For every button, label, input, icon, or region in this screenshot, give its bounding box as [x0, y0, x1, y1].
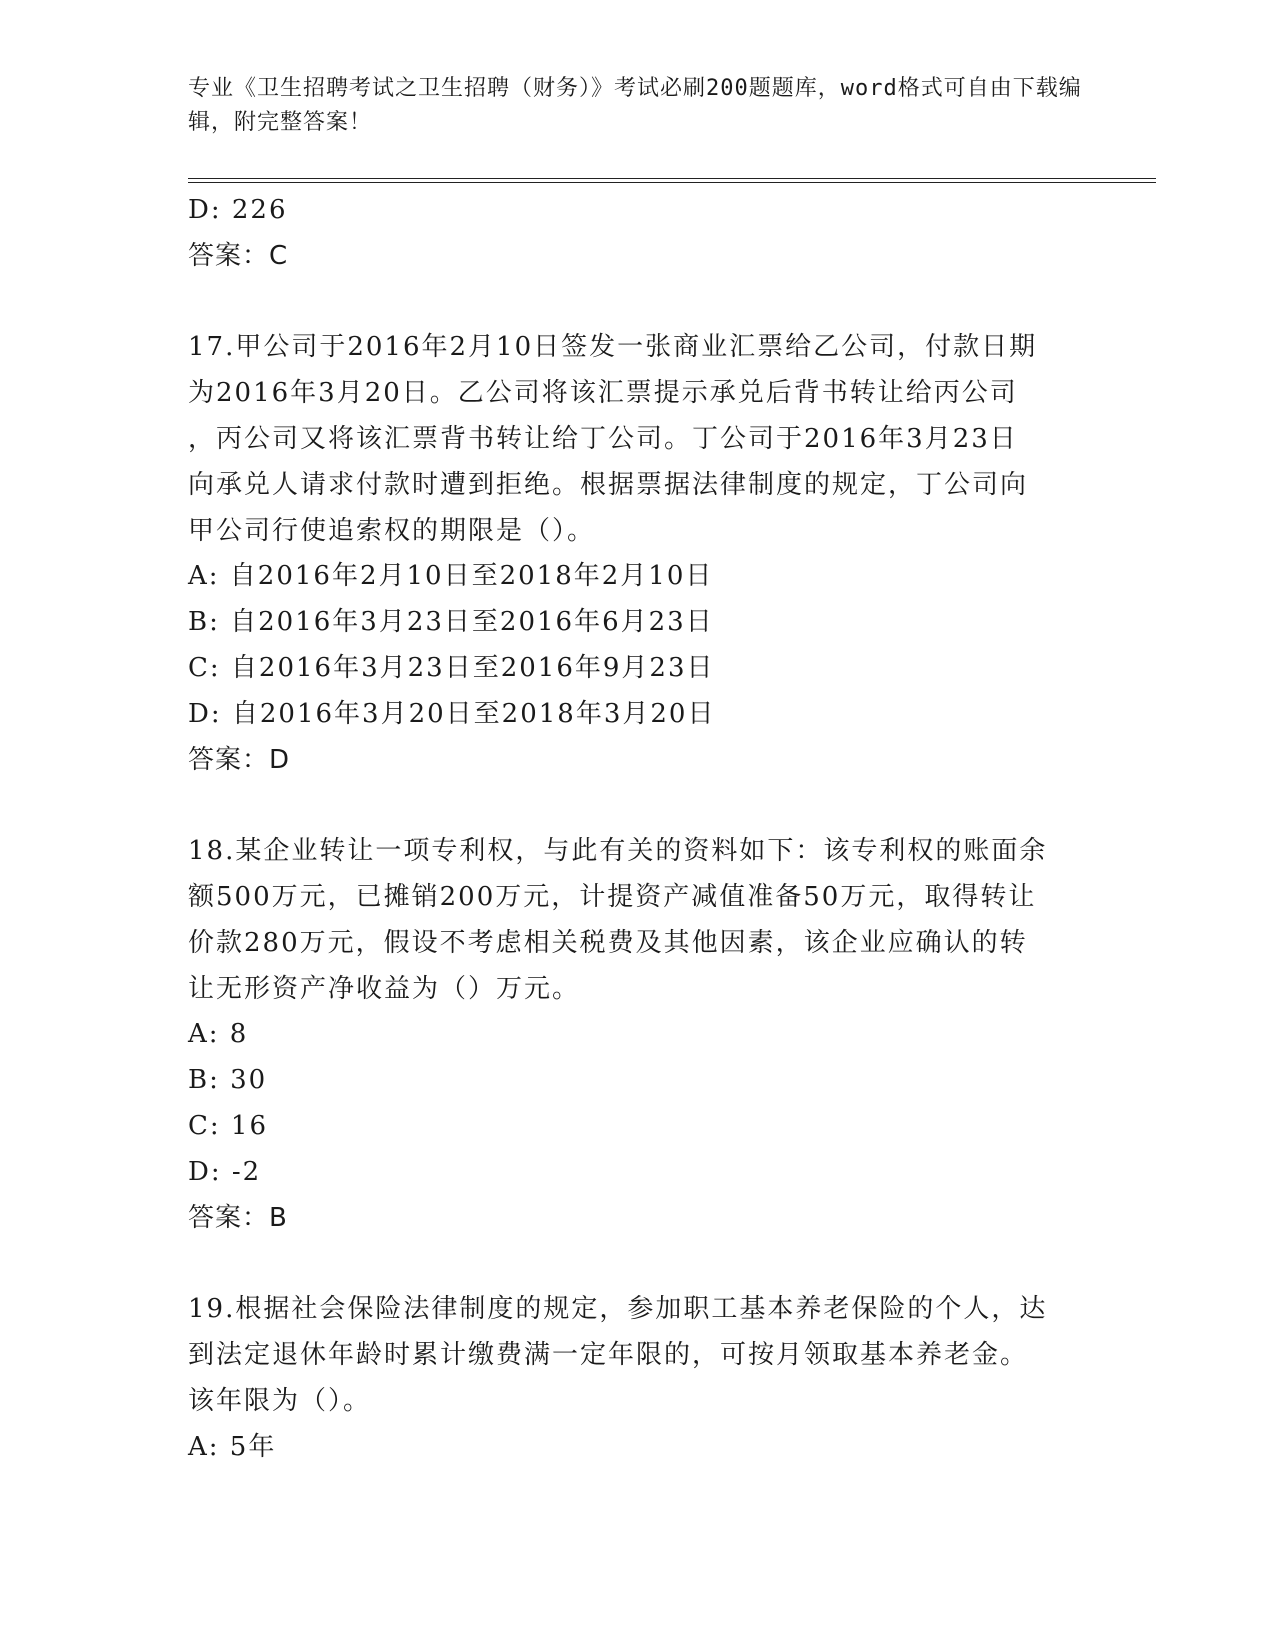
document-header: 专业《卫生招聘考试之卫生招聘（财务）》考试必刷200题题库，word格式可自由下载编辑，附完整答案！ [188, 76, 1082, 135]
question-19 [188, 1287, 1088, 1470]
question-stem-line: 额500万元，已摊销200万元，计提资产减值准备50万元，取得转让 [188, 881, 1037, 912]
header-divider-bottom [188, 182, 1156, 183]
spacer [188, 783, 1088, 829]
question-stem-line: 到法定退休年龄时累计缴费满一定年限的，可按月领取基本养老金。 [188, 1339, 1029, 1370]
option-a: A: 自2016年2月10日至2018年2月10日 [188, 561, 714, 592]
question-stem-line: 为2016年3月20日。乙公司将该汇票提示承兑后背书转让给丙公司 [188, 378, 1018, 409]
option-d: D: -2 [188, 1156, 262, 1187]
spacer [188, 280, 1088, 326]
header-divider-top [188, 178, 1156, 179]
option-d: D: 226 [188, 195, 288, 225]
spacer [188, 1241, 1088, 1287]
answer: 答案：B [188, 1202, 288, 1233]
option-d: D: 自2016年3月20日至2018年3月20日 [188, 698, 716, 729]
option-c: C: 自2016年3月23日至2016年9月23日 [188, 652, 715, 683]
question-stem-line: 该年限为（）。 [188, 1385, 372, 1416]
question-list [188, 188, 1088, 1470]
option-a: A: 8 [188, 1019, 249, 1050]
question-17 [188, 325, 1088, 783]
question-stem-line: 17.甲公司于2016年2月10日签发一张商业汇票给乙公司，付款日期 [188, 332, 1038, 363]
answer: 答案：C [188, 240, 289, 271]
question-stem-line: 甲公司行使追索权的期限是（）。 [188, 515, 596, 546]
question-stem-line: 让无形资产净收益为（）万元。 [188, 973, 581, 1004]
option-c: C: 16 [188, 1110, 269, 1141]
question-stem-line: 18.某企业转让一项专利权，与此有关的资料如下：该专利权的账面余 [188, 836, 1048, 867]
question-stem-line: 19.根据社会保险法律制度的规定，参加职工基本养老保险的个人，达 [188, 1294, 1048, 1325]
option-b: B: 30 [188, 1065, 268, 1096]
question-stem-line: ，丙公司又将该汇票背书转让给丁公司。丁公司于2016年3月23日 [188, 423, 1018, 454]
question-stem-line: 向承兑人请求付款时遭到拒绝。根据票据法律制度的规定，丁公司向 [188, 469, 1029, 500]
question-stem-line: 价款280万元，假设不考虑相关税费及其他因素，该企业应确认的转 [188, 927, 1028, 958]
option-a: A: 5年 [188, 1431, 277, 1462]
answer: 答案：D [188, 744, 291, 775]
option-b: B: 自2016年3月23日至2016年6月23日 [188, 607, 714, 638]
question-18 [188, 829, 1088, 1241]
